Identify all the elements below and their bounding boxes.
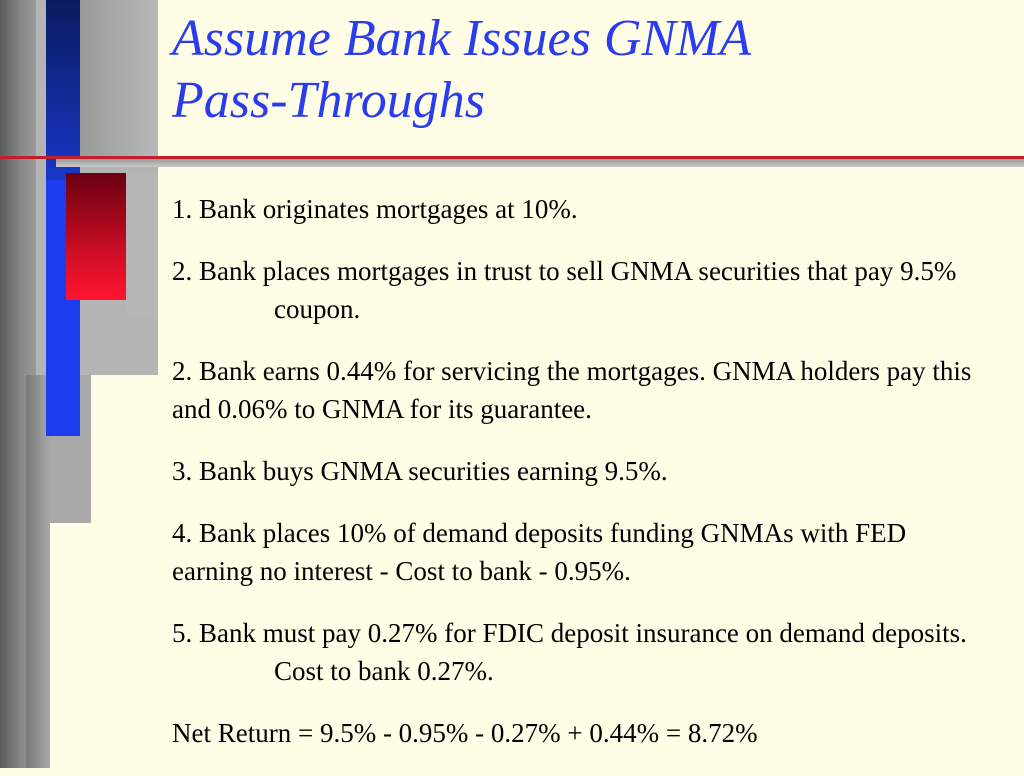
slide-title-line-1: Assume Bank Issues GNMA: [172, 10, 752, 67]
title-divider-gray: [56, 159, 1024, 167]
point-5: 4. Bank places 10% of demand deposits funding GNMAs with FED earning no interest - Cost to bank - 0.95%.: [172, 518, 907, 586]
decor-bar-navy: [46, 0, 80, 180]
net-return: Net Return = 9.5% - 0.95% - 0.27% + 0.44% = 8.72%: [172, 718, 758, 748]
point-2: 2. Bank places mortgages in trust to sell GNMA securities that pay 9.5% coupon.: [172, 256, 957, 324]
point-3: 2. Bank earns 0.44% for servicing the mortgages. GNMA holders pay this and 0.06% to GNMA for its guarantee.: [172, 356, 972, 424]
slide-title-line-2: Pass-Throughs: [172, 72, 486, 129]
slide-title: [172, 8, 1012, 132]
point-4: 3. Bank buys GNMA securities earning 9.5%.: [172, 456, 668, 486]
decor-bar-gray-right: [126, 173, 158, 318]
point-1: 1. Bank originates mortgages at 10%.: [172, 194, 578, 224]
point-6: 5. Bank must pay 0.27% for FDIC deposit insurance on demand deposits. Cost to bank 0.27%.: [172, 618, 967, 686]
slide-body: [172, 190, 992, 776]
decor-bar-gray-top: [80, 0, 158, 156]
decor-bar-red: [66, 173, 126, 300]
